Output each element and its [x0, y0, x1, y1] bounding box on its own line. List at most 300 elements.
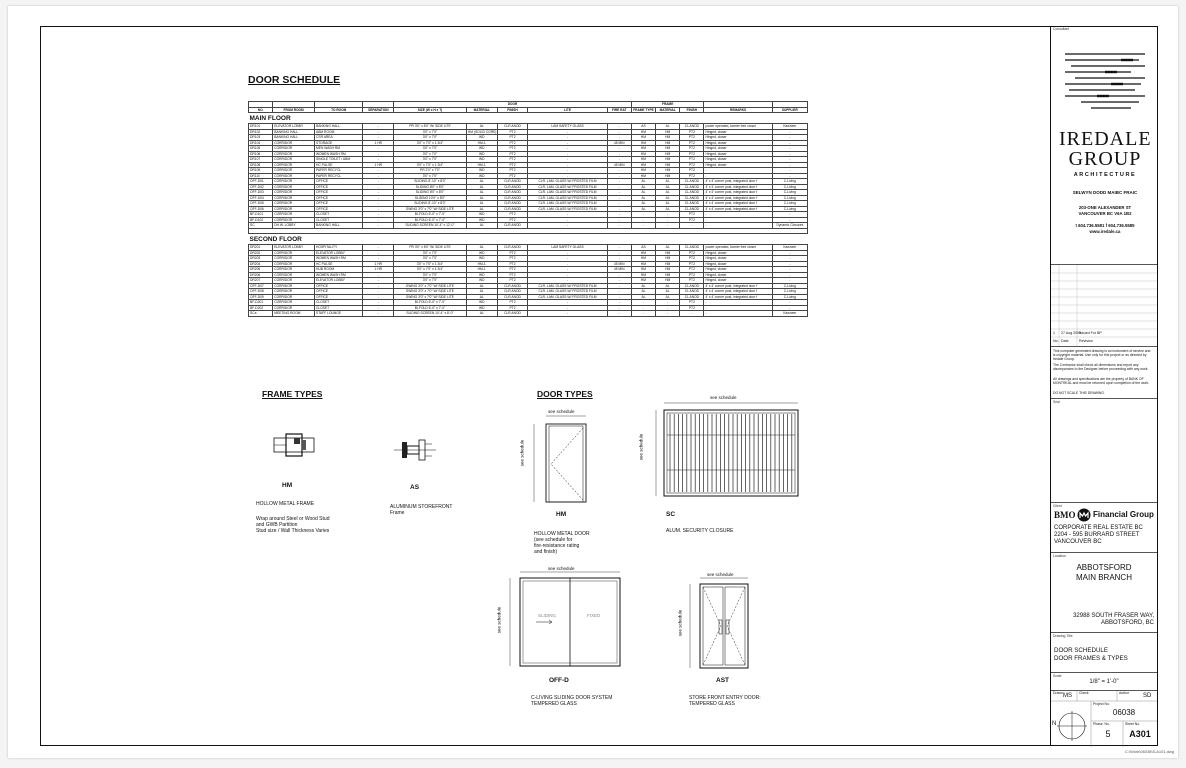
title-block — [1050, 26, 1158, 746]
table-cell: CL ANOD — [680, 294, 704, 300]
door-hm-desc-3: fire-resistance rating — [534, 543, 580, 549]
table-cell: CLR. LAM. GLASS W/ FROSTED FILM — [528, 283, 607, 289]
door-schedule-table — [248, 101, 808, 317]
table-cell: ELEVATOR LOBBY — [273, 245, 315, 251]
col-remarks: REMARKS — [704, 107, 772, 113]
table-cell: PT2 — [680, 168, 704, 174]
table-cell: HM — [656, 129, 680, 135]
frame-as-desc-2: Frame — [390, 510, 405, 516]
table-cell: PT2 — [497, 162, 528, 168]
table-cell: CORRIDOR — [273, 195, 315, 201]
firm-web: www.iredale.ca — [1089, 229, 1121, 234]
table-cell: - — [772, 267, 807, 273]
table-cell: - — [528, 212, 607, 218]
table-cell: - — [528, 250, 607, 256]
location-box — [1051, 552, 1157, 632]
col-finish: FINISH — [497, 107, 528, 113]
table-cell: PT2 — [680, 305, 704, 311]
table-cell: HM (SOLID CORE) — [467, 129, 497, 134]
table-cell: - — [772, 146, 807, 152]
table-cell: AL — [466, 201, 497, 207]
table-cell: DR104 — [249, 140, 273, 146]
table-cell: - — [363, 250, 394, 256]
table-cell: CLR. LAM. GLASS W/ FROSTED FILM — [528, 179, 607, 185]
table-cell: - — [607, 146, 631, 152]
table-cell: - — [772, 168, 807, 174]
table-cell: - — [528, 146, 607, 152]
table-cell: PR 2'0" x 7'0" — [394, 168, 467, 174]
drawing-title-1: DOOR SCHEDULE — [1054, 647, 1108, 654]
table-cell: 3'0" x 7'0" — [394, 278, 467, 284]
table-cell: DH.W. LOBBY — [273, 223, 315, 229]
table-cell: CLR ANOD — [497, 201, 528, 207]
table-cell: WD — [466, 272, 497, 278]
table-cell: Hinged, closer — [704, 250, 772, 256]
frame-as-label: AS — [410, 484, 420, 491]
table-cell: PT2 — [497, 173, 528, 179]
table-cell: 3'0" x 7'0" — [394, 272, 467, 278]
door-offd-desc-1: C-LIVING SLIDING DOOR SYSTEM — [531, 695, 613, 701]
table-cell: CORRIDOR — [273, 162, 315, 168]
table-cell: SLIDING 8'-10" x 8'0" — [394, 179, 467, 185]
table-cell: CORRIDOR — [273, 300, 315, 306]
door-sc-desc: ALUM. SECURITY CLOSURE — [666, 528, 734, 534]
table-cell: - — [528, 311, 607, 317]
ast-see-schedule-vertical: see schedule — [677, 609, 683, 637]
table-cell: WOMEN WASH RM — [315, 151, 363, 157]
firm-name-1: IREDALE — [1059, 128, 1152, 150]
table-cell: SLIDING 8'-10" x 8'0" — [394, 201, 467, 207]
frame-group-header: FRAME — [631, 102, 704, 108]
table-cell: HM — [656, 256, 680, 262]
table-cell: - — [528, 256, 607, 262]
table-cell: CLR ANOD — [497, 206, 528, 212]
col-material: MATERIAL — [466, 107, 497, 113]
table-cell: - — [607, 245, 631, 251]
table-cell: - — [528, 305, 607, 311]
table-cell: HM — [656, 140, 680, 146]
table-cell: 3'0" x 7'0" x 1 3/4" — [394, 140, 467, 146]
table-cell: AL — [466, 206, 497, 212]
table-cell: AL — [656, 184, 680, 190]
table-cell: Hinged, closer — [704, 135, 772, 141]
table-cell: PT2 — [680, 272, 704, 278]
table-cell: Dynamic Closures — [772, 223, 807, 229]
table-cell: HM — [656, 157, 680, 163]
table-cell: MEN WASH RM — [315, 146, 363, 152]
table-cell: C-Living — [772, 206, 807, 212]
table-cell: AL — [466, 190, 497, 196]
table-cell: CL ANOD — [680, 190, 704, 196]
table-cell: WD — [466, 256, 497, 262]
col-lite: LITE — [528, 107, 607, 113]
table-cell: PT2 — [497, 261, 528, 267]
table-cell: HM — [656, 261, 680, 267]
table-cell: OFF-D07 — [249, 283, 273, 289]
table-cell: AL — [656, 245, 680, 251]
table-cell: CL ANOD — [680, 245, 704, 251]
table-cell: PT2 — [497, 146, 528, 152]
table-cell: SCa — [249, 311, 273, 317]
table-cell: - — [704, 212, 772, 218]
table-cell: WD — [466, 250, 497, 256]
table-cell: OFFICE — [315, 179, 363, 185]
consultant-caption: Consultant — [1053, 27, 1070, 31]
table-cell: - — [772, 217, 807, 223]
table-cell: - — [631, 223, 655, 229]
table-cell: PT2 — [680, 157, 704, 163]
frame-hm-desc: HOLLOW METAL FRAME — [256, 501, 315, 507]
frame-as-desc-1: ALUMINUM STOREFRONT — [390, 504, 453, 510]
table-cell: SWING 3'0" x 7'0" W/ SIDE LITE — [394, 283, 467, 289]
table-cell: AL — [466, 223, 497, 229]
ast-see-schedule: see schedule — [707, 572, 734, 577]
location-caption: Location — [1053, 554, 1066, 558]
table-cell: AL — [631, 206, 655, 212]
table-cell: C-Living — [772, 184, 807, 190]
table-cell: - — [631, 300, 655, 306]
table-cell: LAM SAFETY GLASS — [528, 245, 607, 251]
ast-door-elevation — [686, 576, 756, 670]
table-cell: - — [528, 140, 607, 146]
table-cell: BANKING HALL — [273, 129, 315, 135]
drawing-title-2: DOOR FRAMES & TYPES — [1054, 655, 1128, 662]
table-cell: 4' x 4' corner post, integrated door f — [704, 201, 772, 207]
table-cell: - — [772, 261, 807, 267]
table-cell: CLR ANOD — [497, 124, 528, 130]
table-cell: - — [363, 272, 394, 278]
table-cell: CORRIDOR — [273, 157, 315, 163]
revision-table — [1051, 264, 1157, 346]
author-caption: Author — [1119, 691, 1129, 695]
table-cell: AL — [656, 201, 680, 207]
table-cell: OFF-D05 — [249, 201, 273, 207]
bmo-roundel-icon — [1077, 508, 1091, 522]
table-cell: CLR ANOD — [497, 289, 528, 295]
table-cell: Hinged, closer — [704, 256, 772, 262]
table-cell: - — [363, 245, 394, 251]
table-cell: BI-FOLD 6'-0" x 7'-0" — [394, 300, 467, 306]
table-cell: HM — [631, 250, 655, 256]
table-cell: PT2 — [680, 135, 704, 141]
table-cell: HM — [631, 267, 655, 273]
table-cell: PT2 — [680, 151, 704, 157]
col-size: SIZE (W x H x T) — [394, 107, 467, 113]
table-cell: ELEVATOR LOBBY — [315, 278, 363, 284]
table-cell: ELEVATOR LOBBY — [273, 124, 315, 130]
sheet-info-box — [1051, 690, 1157, 746]
table-cell: CORRIDOR — [273, 151, 315, 157]
table-cell: C-Living — [772, 195, 807, 201]
table-cell: CLR. LAM. GLASS W/ FROSTED FILM — [528, 201, 607, 207]
table-cell: CLR. LAM. GLASS W/ FROSTED FILM — [528, 294, 607, 300]
offd-see-schedule-vertical: see schedule — [496, 606, 502, 634]
table-cell: AL — [656, 179, 680, 185]
table-cell: 4' x 4' corner post, integrated door f — [704, 294, 772, 300]
table-cell: - — [607, 151, 631, 157]
table-cell: - — [631, 305, 655, 311]
table-cell: AL — [631, 289, 655, 295]
table-cell: 3'0" x 7'0" — [394, 157, 467, 163]
table-cell: - — [607, 206, 631, 212]
table-cell: OFF-D01 — [249, 179, 273, 185]
table-cell: - — [607, 311, 631, 317]
table-cell: 45 MIN — [607, 140, 631, 146]
table-cell: - — [363, 168, 394, 174]
table-cell: 1 HR — [363, 140, 394, 146]
table-cell: CLR ANOD — [497, 311, 528, 317]
table-cell: SLIDING 8'0" x 8'0" — [394, 184, 467, 190]
table-cell: - — [363, 146, 394, 152]
table-cell: WD — [466, 157, 497, 163]
table-cell: BF-D201 — [249, 300, 273, 306]
table-cell: HM — [656, 267, 680, 273]
table-cell: C-Living — [772, 294, 807, 300]
table-cell: OFFICE — [315, 190, 363, 196]
table-cell: AL — [466, 179, 497, 185]
table-cell: AS — [631, 124, 655, 130]
table-cell: - — [704, 300, 772, 306]
phase-caption: Phase. No. — [1093, 722, 1110, 726]
table-cell: PT2 — [497, 272, 528, 278]
table-cell: - — [363, 195, 394, 201]
offd-door-elevation — [506, 570, 622, 668]
table-cell: - — [363, 124, 394, 130]
table-cell: CL ANOD — [680, 184, 704, 190]
table-cell: CLR ANOD — [497, 195, 528, 201]
offd-fixed-label: FIXED — [587, 613, 601, 618]
table-cell: MEETING ROOM — [273, 311, 315, 317]
table-cell: HM — [656, 278, 680, 284]
table-cell: - — [363, 157, 394, 163]
table-cell: OFF-D08 — [249, 289, 273, 295]
table-cell: Hinged, closer — [704, 278, 772, 284]
table-cell: CORRIDOR — [273, 289, 315, 295]
location-address-2: ABBOTSFORD, BC — [1100, 620, 1154, 626]
table-cell: HC PULSE — [315, 162, 363, 168]
table-cell: - — [528, 173, 607, 179]
col-frame-finish: FINISH — [680, 107, 704, 113]
table-cell: C-Living — [772, 283, 807, 289]
table-cell: - — [607, 195, 631, 201]
file-path: C:\Work\06038\5-A101.dwg — [1124, 749, 1174, 754]
table-cell: 4' x 4' corner post, integrated door f — [704, 184, 772, 190]
table-cell: OFF-D04 — [249, 195, 273, 201]
project-caption: Project No. — [1093, 702, 1110, 706]
col-supplier: SUPPLIER — [772, 107, 807, 113]
table-cell: - — [528, 217, 607, 223]
table-cell: AL — [631, 283, 655, 289]
table-cell: HM — [631, 261, 655, 267]
table-cell: OFFICE — [315, 184, 363, 190]
table-cell: OFF-D09 — [249, 294, 273, 300]
table-cell: BF-D202 — [249, 305, 273, 311]
table-cell: OFF-D06 — [249, 206, 273, 212]
table-cell: - — [528, 272, 607, 278]
table-cell: 3'0" x 7'0" — [394, 256, 467, 262]
table-cell: AL — [656, 206, 680, 212]
table-cell: Kawneer — [772, 124, 807, 130]
drawing-title-box — [1051, 632, 1157, 672]
table-cell: CLR ANOD — [497, 190, 528, 196]
table-cell: - — [704, 173, 772, 179]
table-cell: Hinged, closer — [704, 157, 772, 163]
table-cell: CL ANOD — [680, 283, 704, 289]
rev-header-date: Date — [1061, 339, 1069, 343]
table-cell: OFFICE — [315, 294, 363, 300]
table-cell: AL — [466, 184, 497, 190]
table-cell: - — [704, 168, 772, 174]
table-cell: BANKING HALL — [315, 124, 363, 130]
table-cell: HM — [631, 272, 655, 278]
table-cell: - — [607, 135, 631, 141]
table-cell: - — [363, 278, 394, 284]
frame-hm-label: HM — [282, 482, 293, 489]
table-cell: - — [607, 294, 631, 300]
table-cell: WD — [466, 146, 497, 152]
table-cell: BI-FOLD 6'-0" x 7'-0" — [394, 305, 467, 311]
table-cell: 1 HR — [363, 261, 394, 267]
table-cell: AL — [631, 179, 655, 185]
table-cell: DR206 — [249, 272, 273, 278]
table-cell: AL — [466, 283, 497, 289]
table-cell: OFFICE — [315, 289, 363, 295]
table-cell: CLR. LAM. GLASS W/ FROSTED FILM — [528, 190, 607, 196]
firm-name-2: GROUP — [1068, 148, 1142, 170]
section-heading: SECOND FLOOR — [249, 235, 302, 243]
firm-phone: t 604.736.5581 f 604.736.5585 — [1075, 223, 1135, 228]
table-cell: BI-FOLD 6'-0" x 7'-0" — [394, 212, 467, 218]
table-cell: - — [363, 212, 394, 218]
table-cell: AL — [466, 195, 497, 201]
door-offd-label: OFF-D — [549, 677, 569, 684]
table-cell: PT2 — [680, 250, 704, 256]
section-header-row — [249, 234, 808, 245]
table-cell: 1 HR — [363, 162, 394, 168]
as-frame-icon — [392, 436, 438, 464]
table-cell: PT2 — [680, 217, 704, 223]
table-cell: - — [363, 190, 394, 196]
table-cell: 1 HR — [363, 267, 394, 273]
table-cell: BANKING HALL — [315, 223, 363, 229]
table-cell: HM — [631, 278, 655, 284]
table-cell: HUB ROOM — [315, 267, 363, 273]
table-cell: - — [607, 129, 631, 135]
table-cell: SWING 3'0" x 7'0" W/ SIDE LITE — [394, 294, 467, 300]
client-box — [1051, 502, 1157, 552]
table-cell: CLR. LAM. GLASS W/ FROSTED FILM — [528, 206, 607, 212]
table-cell: PT2 — [497, 140, 528, 146]
table-cell: - — [528, 168, 607, 174]
table-cell: - — [363, 201, 394, 207]
door-ast-label: AST — [716, 677, 729, 684]
table-cell: WD — [466, 300, 497, 306]
table-cell: PAPER RECYCL — [315, 173, 363, 179]
table-cell: CORRIDOR — [273, 272, 315, 278]
table-cell: SLIDING SCREEN 10'-4" x 12'-0" — [394, 223, 467, 229]
table-cell: HM — [656, 272, 680, 278]
table-cell: Kawneer — [772, 245, 807, 251]
firm-address-1: 203-ONE ALEXANDER ST — [1078, 205, 1132, 210]
frame-types-title: FRAME TYPES — [262, 389, 323, 399]
table-cell: 4' x 4' corner post, integrated door f — [704, 190, 772, 196]
table-cell: CORRIDOR — [273, 146, 315, 152]
table-cell: DR102 — [249, 129, 273, 135]
frame-hm-note-1: Wrap around Steel or Wood Stud — [256, 516, 330, 522]
table-cell: BANKING HALL — [273, 135, 315, 141]
table-cell: DR202 — [249, 250, 273, 256]
table-cell: Hinged, closer — [704, 151, 772, 157]
client-line-2: 2204 - 595 BURRARD STREET — [1054, 532, 1140, 538]
table-cell: CORRIDOR — [273, 217, 315, 223]
table-cell: CLOSET — [315, 300, 363, 306]
table-cell: AL — [466, 124, 497, 130]
drawn-value: MS — [1063, 693, 1072, 699]
table-cell: DR207 — [249, 278, 273, 284]
table-cell: HM — [656, 168, 680, 174]
table-cell: - — [772, 157, 807, 163]
table-cell: CL ANOD — [680, 206, 704, 212]
table-cell: DR107 — [249, 157, 273, 163]
table-cell: HM — [631, 157, 655, 163]
section-heading: MAIN FLOOR — [249, 114, 291, 122]
drawing-title-caption: Drawing Title — [1053, 634, 1073, 638]
table-cell: - — [607, 157, 631, 163]
table-cell: HM-1 — [466, 162, 497, 168]
table-cell: STAFF LOUNGE — [315, 311, 363, 317]
door-sc-label: SC — [666, 511, 676, 518]
table-cell: CLR ANOD — [497, 283, 528, 289]
table-cell: WD — [466, 212, 497, 218]
section-header-row — [249, 113, 808, 124]
col-frame-material: MATERIAL — [656, 107, 680, 113]
table-cell: - — [363, 311, 394, 317]
table-cell: AL — [656, 294, 680, 300]
table-cell: - — [704, 305, 772, 311]
table-cell: - — [656, 212, 680, 218]
table-cell: SWING 3'0" x 7'0" W/ SIDE LITE — [394, 289, 467, 295]
table-cell: AL — [631, 184, 655, 190]
seal-box — [1051, 398, 1157, 502]
table-cell: HM-1 — [466, 140, 497, 146]
rev-header-desc: Revision — [1079, 339, 1093, 343]
table-cell: - — [607, 289, 631, 295]
table-cell: WD — [466, 168, 497, 174]
table-cell: CORRIDOR — [273, 184, 315, 190]
table-cell: DR204 — [249, 261, 273, 267]
table-cell: DR109 — [249, 168, 273, 174]
table-cell: C-Living — [772, 289, 807, 295]
table-cell: CLR. LAM. GLASS W/ FROSTED FILM — [528, 184, 607, 190]
table-cell: AL — [656, 283, 680, 289]
hm-frame-icon — [272, 428, 316, 462]
table-cell: - — [772, 250, 807, 256]
table-cell: WOMEN WASH RM — [315, 272, 363, 278]
table-cell: HC PULSE — [315, 261, 363, 267]
table-cell: Hinged, closer — [704, 140, 772, 146]
table-cell: - — [363, 305, 394, 311]
table-cell: CL ANOD — [680, 201, 704, 207]
principal-name: SELWYN DODD MAIBC FRAIC — [1072, 190, 1138, 195]
table-cell: AL — [656, 195, 680, 201]
table-cell: PAPER RECYCL — [315, 168, 363, 174]
schedule-title: DOOR SCHEDULE — [248, 74, 341, 86]
table-cell: 45 MIN — [607, 162, 631, 168]
table-cell: WD — [466, 151, 497, 157]
table-cell: AL — [631, 195, 655, 201]
table-cell: - — [772, 140, 807, 146]
table-cell: - — [772, 212, 807, 218]
